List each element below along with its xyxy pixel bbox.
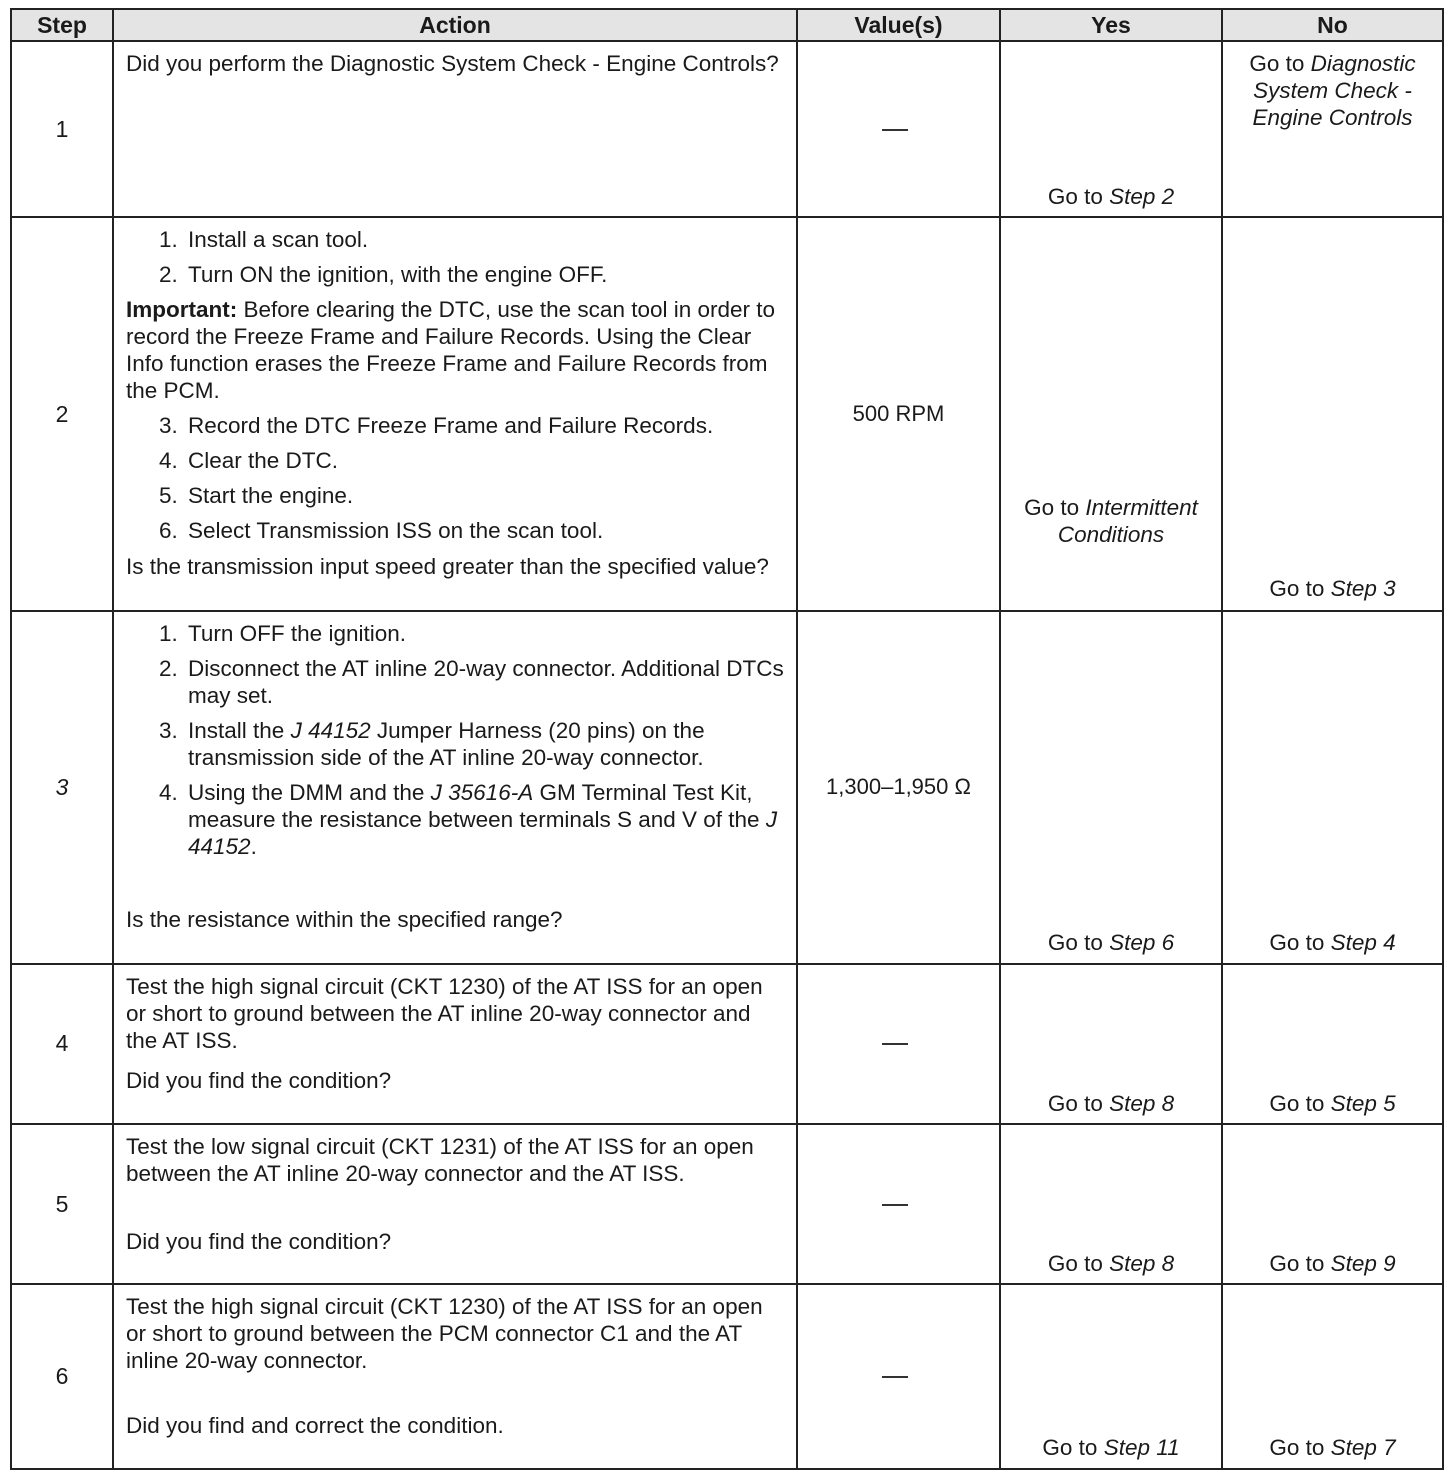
no-cell — [1222, 964, 1443, 1124]
header-row — [11, 9, 1443, 41]
yes-cell — [1000, 1124, 1222, 1284]
table-row-step-4 — [11, 964, 1443, 1124]
yes-link[interactable]: Go to Step 8 — [1047, 1090, 1175, 1116]
step-number: 6 — [11, 1284, 113, 1469]
table-row-step-6 — [11, 1284, 1443, 1469]
value-cell — [797, 41, 1000, 217]
yes-link[interactable]: Go to Step 8 — [1047, 1251, 1175, 1276]
header-yes: Yes — [1000, 9, 1222, 41]
step-number: 3 — [11, 611, 113, 964]
step-number: 5 — [11, 1124, 113, 1284]
yes-link[interactable]: Go to Step 6 — [1047, 929, 1175, 955]
list-item: 1. Install a scan tool. — [184, 226, 784, 253]
important-note: Important: Before clearing the DTC, use the scan tool in order to record the Freeze Frame and Failure Records. Using the Clear Info function erases the Freeze Frame and Failure Records from the PCM. — [126, 297, 776, 404]
header-action: Action — [113, 9, 797, 41]
action-text: Test the low signal circuit (CKT 1231) of the AT ISS for an open between the AT inline 20-way connector and the AT ISS. — [126, 1134, 754, 1186]
table-row-step-1 — [11, 41, 1443, 217]
yes-cell — [1000, 41, 1222, 217]
action-question: Did you find the condition? — [126, 1228, 392, 1254]
value-dash — [882, 129, 908, 131]
value-dash — [882, 1376, 908, 1378]
list-item: 5. Start the engine. — [184, 482, 784, 509]
value-dash — [882, 1204, 908, 1206]
no-cell — [1222, 611, 1443, 964]
action-cell — [113, 1124, 797, 1284]
action-text: Test the high signal circuit (CKT 1230) of the AT ISS for an open or short to ground between the AT inline 20-way connector and the AT ISS. — [126, 973, 763, 1053]
header-step: Step — [11, 9, 113, 41]
action-question: Is the transmission input speed greater than the specified value? — [126, 553, 769, 579]
action-question: Is the resistance within the specified range? — [126, 907, 563, 933]
action-cell — [113, 611, 797, 964]
tool-ref: J 35616-A — [430, 779, 534, 805]
no-link[interactable]: Go to Step 7 — [1269, 1435, 1396, 1461]
tool-ref: J 44152 — [290, 717, 371, 743]
action-steps — [126, 620, 784, 860]
step-number: 1 — [11, 41, 113, 217]
list-item: 6. Select Transmission ISS on the scan tool. — [184, 517, 784, 544]
value-cell — [797, 1284, 1000, 1469]
table-row-step-3 — [11, 611, 1443, 964]
list-item: 3. Install the J 44152 Jumper Harness (20 pins) on the transmission side of the AT inline 20-way connector. — [184, 717, 784, 771]
yes-cell — [1000, 964, 1222, 1124]
action-cell — [113, 1284, 797, 1469]
value-cell: 1,300–1,950 Ω — [797, 611, 1000, 964]
action-steps-a — [126, 226, 784, 288]
no-link[interactable]: Go to Diagnostic System Check - Engine Controls — [1249, 51, 1416, 130]
tool-ref: J 44152 — [188, 806, 778, 859]
table-row-step-5 — [11, 1124, 1443, 1284]
list-item: 3. Record the DTC Freeze Frame and Failure Records. — [184, 412, 784, 439]
yes-link[interactable]: Go to Step 11 — [1042, 1435, 1180, 1461]
list-item: 4. Using the DMM and the J 35616-A GM Terminal Test Kit, measure the resistance between terminals S and V of the J 44152. — [184, 779, 784, 860]
yes-cell — [1000, 1284, 1222, 1469]
no-cell — [1222, 1284, 1443, 1469]
list-item: 1. Turn OFF the ignition. — [184, 620, 784, 647]
yes-link[interactable]: Go to Intermittent Conditions — [1024, 495, 1198, 548]
yes-link[interactable]: Go to Step 2 — [1047, 184, 1175, 209]
action-question: Did you find the condition? — [126, 1068, 392, 1094]
table-row-step-2 — [11, 217, 1443, 610]
action-cell — [113, 41, 797, 217]
action-text: Did you perform the Diagnostic System Check - Engine Controls? — [126, 51, 779, 76]
no-cell — [1222, 41, 1443, 217]
value-cell: 500 RPM — [797, 217, 1000, 610]
step-number: 4 — [11, 964, 113, 1124]
value-dash — [882, 1043, 908, 1045]
yes-cell — [1000, 217, 1222, 610]
list-item: 2. Turn ON the ignition, with the engine OFF. — [184, 261, 784, 288]
no-link[interactable]: Go to Step 4 — [1269, 929, 1396, 955]
no-link[interactable]: Go to Step 5 — [1269, 1090, 1396, 1116]
diagnostic-table — [10, 8, 1444, 1470]
list-item: 2. Disconnect the AT inline 20-way connector. Additional DTCs may set. — [184, 655, 784, 709]
action-cell — [113, 964, 797, 1124]
no-link[interactable]: Go to Step 3 — [1269, 576, 1396, 602]
value-cell — [797, 1124, 1000, 1284]
no-cell — [1222, 1124, 1443, 1284]
step-number: 2 — [11, 217, 113, 610]
action-steps-b — [126, 412, 784, 544]
yes-cell — [1000, 611, 1222, 964]
action-cell — [113, 217, 797, 610]
no-cell — [1222, 217, 1443, 610]
value-cell — [797, 964, 1000, 1124]
no-link[interactable]: Go to Step 9 — [1269, 1251, 1396, 1276]
header-no: No — [1222, 9, 1443, 41]
list-item: 4. Clear the DTC. — [184, 447, 784, 474]
header-values: Value(s) — [797, 9, 1000, 41]
action-question: Did you find and correct the condition. — [126, 1412, 504, 1438]
action-text: Test the high signal circuit (CKT 1230) of the AT ISS for an open or short to ground between the PCM connector C1 and the AT inline 20-way connector. — [126, 1294, 763, 1374]
